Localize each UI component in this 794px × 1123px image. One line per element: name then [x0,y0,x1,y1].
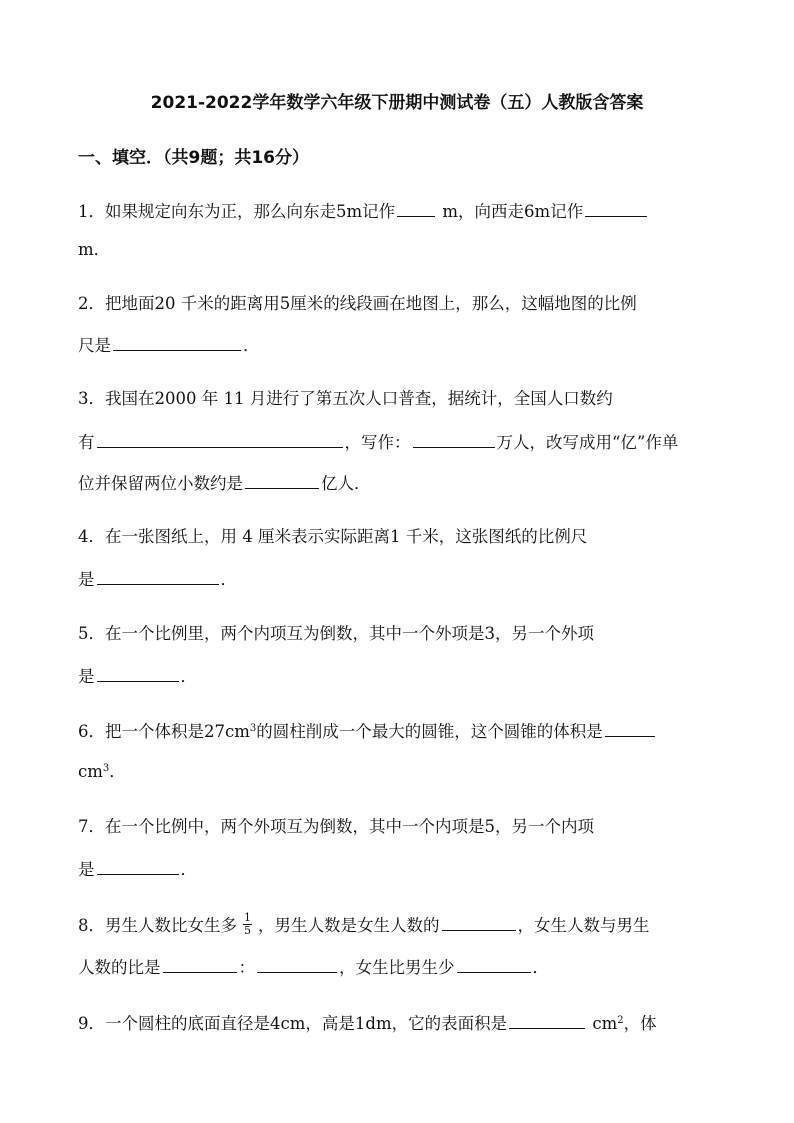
question-3-line-1 [78,389,613,409]
question-text: 是 [78,570,95,589]
question-text: ． [180,860,197,879]
superscript: 3 [102,763,110,774]
question-text: 8．男生人数比女生多 [78,916,237,935]
question-text: 位并保留两位小数约是 [78,474,243,493]
question-5-line-2 [78,665,197,687]
question-8-line-1 [78,911,650,939]
answer-blank[interactable] [509,1012,585,1029]
question-text: 是 [78,860,95,879]
question-text: cm [587,1014,618,1033]
fraction [243,912,252,937]
question-4-line-2 [78,568,237,590]
question-text: 亿人． [321,474,371,493]
question-8-line-2 [78,956,549,978]
answer-blank[interactable] [413,431,495,448]
question-7-line-1 [78,817,594,837]
question-text: ． [109,762,126,781]
answer-blank[interactable] [97,858,179,875]
question-text: ，男生人数是女生人数的 [258,916,440,935]
answer-blank[interactable] [113,334,241,351]
answer-blank[interactable] [257,956,337,973]
question-text: 的圆柱削成一个最大的圆锥，这个圆锥的体积是 [256,722,603,741]
question-text: ． [180,667,197,686]
question-5-line-1 [78,624,594,644]
question-1-line-1 [78,200,649,222]
answer-blank[interactable] [97,665,179,682]
superscript: 3 [249,723,257,734]
question-text: 有 [78,433,95,452]
question-text: 4．在一张图纸上，用 4 厘米表示实际距离1 千米，这张图纸的比例尺 [78,527,588,546]
question-text: 6．把一个体积是27cm [78,722,250,741]
fraction-denominator: 5 [244,924,251,937]
question-text: ． [243,336,260,355]
page-title: 2021-2022学年数学六年级下册期中测试卷（五）人教版含答案 [150,93,644,113]
question-text: m，向西走6m记作 [437,202,584,221]
question-text: 9．一个圆柱的底面直径是4cm，高是1dm，它的表面积是 [78,1014,508,1033]
question-text: ． [220,570,237,589]
question-3-line-2 [78,431,678,453]
question-9-line-1 [78,1012,657,1034]
answer-blank[interactable] [442,914,516,931]
answer-blank[interactable] [163,956,237,973]
section-heading: 一、填空．（共9题；共16分） [78,148,309,168]
question-1-line-2 [78,240,110,260]
answer-blank[interactable] [397,200,435,217]
question-text: 7．在一个比例中，两个外项互为倒数，其中一个内项是5，另一个内项 [78,817,594,836]
answer-blank[interactable] [585,200,647,217]
answer-blank[interactable] [457,956,531,973]
question-text: ． [532,958,549,977]
superscript: 2 [617,1015,624,1026]
question-2-line-2 [78,334,260,356]
answer-blank[interactable] [605,720,655,737]
answer-blank[interactable] [245,472,319,489]
answer-blank[interactable] [97,568,219,585]
question-text: ，女生比男生少 [339,958,455,977]
question-text: ，女生人数与男生 [517,916,650,935]
question-text: 3．我国在2000 年 11 月进行了第五次人口普查，据统计，全国人口数约 [78,389,613,408]
question-text: m． [78,240,111,259]
question-text: 人数的比是 [78,958,161,977]
question-text: 尺是 [78,336,111,355]
question-text: 5．在一个比例里，两个内项互为倒数，其中一个外项是3，另一个外项 [78,624,594,643]
question-6-line-1 [78,720,657,742]
question-text: 2．把地面20 千米的距离用5厘米的线段画在地图上，那么，这幅地图的比例 [78,294,637,313]
question-text: ，体 [623,1014,657,1033]
question-text: ，写作： [344,433,411,452]
question-text: cm [78,762,103,781]
question-7-line-2 [78,858,197,880]
question-4-line-1 [78,527,587,547]
fraction-numerator: 1 [244,911,251,924]
question-text: 万人，改写成用“亿”作单 [496,433,679,452]
question-6-line-2 [78,762,126,782]
answer-blank[interactable] [97,431,343,448]
question-text: 1．如果规定向东为正，那么向东走5m记作 [78,202,396,221]
question-text: ： [238,958,255,977]
question-2-line-1 [78,294,637,314]
question-3-line-3 [78,472,371,494]
question-text: 是 [78,667,95,686]
